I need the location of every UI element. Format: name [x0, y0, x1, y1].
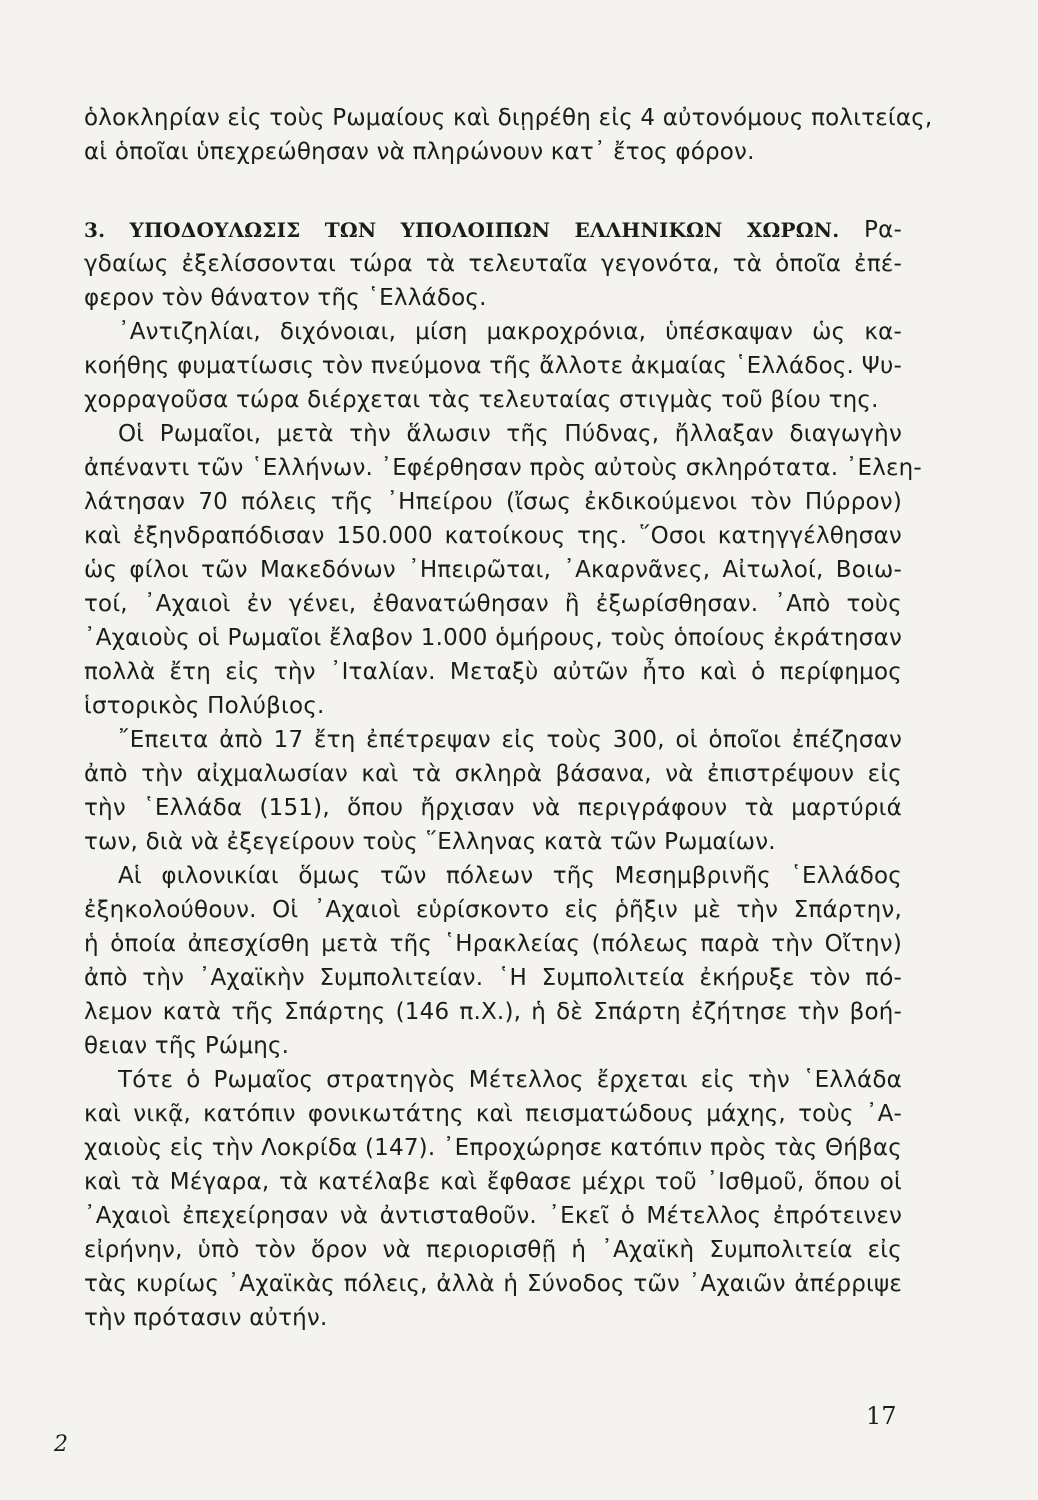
text-line: γδαίως ἐξελίσσονται τώρα τὰ τελευταῖα γεγονότα, τὰ ὁποῖα ἐπέ-	[84, 251, 902, 277]
text-line: ἀπὸ τὴν αἰχμαλωσίαν καὶ τὰ σκληρὰ βάσανα, νὰ ἐπιστρέψουν εἰς	[84, 761, 902, 787]
text-line: ὁλοκληρίαν εἰς τοὺς Ρωμαίους καὶ διῃρέθη εἰς 4 αὐτονόμους πολιτείας,	[84, 105, 933, 131]
text-line: λάτησαν 70 πόλεις τῆς ᾽Ηπείρου (ἴσως ἐκδικούμενοι τὸν Πύρρον)	[84, 489, 902, 515]
text-line: φερον τὸν θάνατον τῆς ῾Ελλάδος.	[84, 285, 487, 311]
text-line: ἡ ὁποία ἀπεσχίσθη μετὰ τῆς ῾Ηρακλείας (πόλεως παρὰ τὴν Οἴτην)	[84, 931, 902, 957]
text-line: κοήθης φυματίωσις τὸν πνεύμονα τῆς ἄλλοτε ἀκμαίας ῾Ελλάδος. Ψυ-	[84, 353, 902, 379]
text-line: καὶ τὰ Μέγαρα, τὰ κατέλαβε καὶ ἔφθασε μέχρι τοῦ ᾽Ισθμοῦ, ὅπου οἱ	[84, 1169, 902, 1195]
text-line: τοί, ᾽Αχαιοὶ ἐν γένει, ἐθανατώθησαν ἢ ἐξωρίσθησαν. ᾽Απὸ τοὺς	[84, 591, 902, 617]
text-line: ἀπέναντι τῶν ῾Ελλήνων. ᾽Εφέρθησαν πρὸς αὐτοὺς σκληρότατα. ᾽Ελεη-	[84, 455, 922, 481]
text-line: ῎Επειτα ἀπὸ 17 ἔτη ἐπέτρεψαν εἰς τοὺς 300, οἱ ὁποῖοι ἐπέζησαν	[118, 727, 902, 753]
text-line: των, διὰ νὰ ἐξεγείρουν τοὺς ῞Ελληνας κατὰ τῶν Ρωμαίων.	[84, 829, 776, 855]
text-line: Οἱ Ρωμαῖοι, μετὰ τὴν ἅλωσιν τῆς Πύδνας, ἤλλαξαν διαγωγὴν	[118, 421, 902, 447]
text-line: τὴν ῾Ελλάδα (151), ὅπου ἤρχισαν νὰ περιγράφουν τὰ μαρτύριά	[84, 795, 902, 821]
text-line: Τότε ὁ Ρωμαῖος στρατηγὸς Μέτελλος ἔρχεται εἰς τὴν ῾Ελλάδα	[118, 1067, 902, 1093]
text-line: ᾽Αχαιοὶ ἐπεχείρησαν νὰ ἀντισταθοῦν. ᾽Εκεῖ ὁ Μέτελλος ἐπρότεινεν	[84, 1203, 902, 1229]
text-line: ᾽Αντιζηλίαι, διχόνοιαι, μίση μακροχρόνια, ὑπέσκαψαν ὡς κα-	[118, 319, 902, 345]
text-line: ἐξηκολούθουν. Οἱ ᾽Αχαιοὶ εὑρίσκοντο εἰς ῥῆξιν μὲ τὴν Σπάρτην,	[84, 897, 902, 923]
text-line: λεμον κατὰ τῆς Σπάρτης (146 π.Χ.), ἡ δὲ Σπάρτη ἐζήτησε τὴν βοή-	[84, 999, 902, 1025]
text-line: εἰρήνην, ὑπὸ τὸν ὅρον νὰ περιορισθῇ ἡ ᾽Αχαϊκὴ Συμπολιτεία εἰς	[84, 1237, 902, 1263]
text-line: ἱστορικὸς Πολύβιος.	[84, 693, 325, 719]
section-heading-title: 3. ΥΠΟΔΟΥΛΩΣΙΣ ΤΩΝ ΥΠΟΛΟΙΠΩΝ ΕΛΛΗΝΙΚΩΝ ΧΩΡΩΝ.	[84, 218, 840, 242]
section-heading	[84, 213, 902, 247]
page-number: 17	[866, 1402, 897, 1430]
text-line: ὡς φίλοι τῶν Μακεδόνων ᾽Ηπειρῶται, ᾽Ακαρνᾶνες, Αἰτωλοί, Βοιω-	[84, 557, 902, 583]
text-line: τὰς κυρίως ᾽Αχαϊκὰς πόλεις, ἀλλὰ ἡ Σύνοδος τῶν ᾽Αχαιῶν ἀπέρριψε	[84, 1271, 902, 1297]
text-line: θειαν τῆς Ρώμης.	[84, 1033, 290, 1059]
text-line: ἀπὸ τὴν ᾽Αχαϊκὴν Συμπολιτείαν. ῾Η Συμπολιτεία ἐκήρυξε τὸν πό-	[84, 965, 902, 991]
text-line: καὶ ἐξηνδραπόδισαν 150.000 κατοίκους της. ῞Οσοι κατηγγέλθησαν	[84, 523, 902, 549]
text-line: καὶ νικᾷ, κατόπιν φονικωτάτης καὶ πεισματώδους μάχης, τοὺς ᾽Α-	[84, 1101, 902, 1127]
text-line: χορραγοῦσα τώρα διέρχεται τὰς τελευταίας στιγμὰς τοῦ βίου της.	[84, 387, 879, 413]
text-line: Αἱ φιλονικίαι ὅμως τῶν πόλεων τῆς Μεσημβρινῆς ῾Ελλάδος	[118, 863, 902, 889]
text-line: χαιοὺς εἰς τὴν Λοκρίδα (147). ᾽Επροχώρησε κατόπιν πρὸς τὰς Θήβας	[84, 1135, 902, 1161]
text-line: αἱ ὁποῖαι ὑπεχρεώθησαν νὰ πληρώνουν κατ᾽ ἔτος φόρον.	[84, 139, 755, 165]
text-line: ᾽Αχαιοὺς οἱ Ρωμαῖοι ἔλαβον 1.000 ὁμήρους, τοὺς ὁποίους ἐκράτησαν	[84, 625, 902, 651]
text-line: πολλὰ ἔτη εἰς τὴν ᾽Ιταλίαν. Μεταξὺ αὐτῶν ἦτο καὶ ὁ περίφημος	[84, 659, 902, 685]
signature-mark: 2	[54, 1432, 68, 1457]
text-line: τὴν πρότασιν αὐτήν.	[84, 1305, 328, 1331]
section-heading-continuation: Ρα-	[839, 217, 902, 243]
